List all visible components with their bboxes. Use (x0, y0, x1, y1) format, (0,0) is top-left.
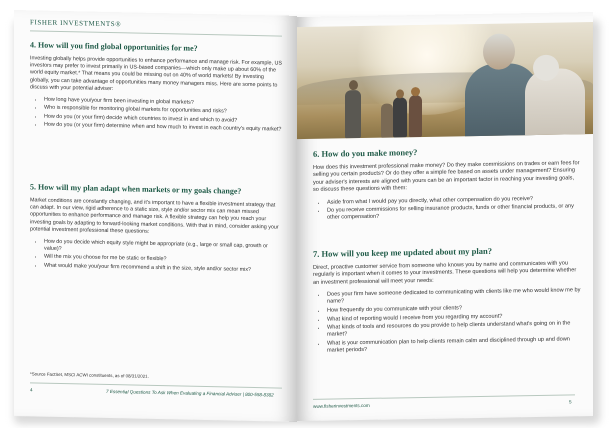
list-item: • What would make you/your firm recommend a shift in the size, style and/or sector mix? (44, 262, 282, 274)
person-figure (345, 90, 361, 138)
footer-rule (313, 394, 575, 400)
page-number-right: 5 (569, 399, 572, 405)
list-item: • Aside from what I would pay you directly, what other compensation do you receive? (327, 195, 581, 207)
section-6-paragraph: How does this investment professional make money? Do they make commissions on trades or earn fees for selling you certain products? Or do they offer a simple fee based on assets under management? Ensuring your adviser's interests are aligned with yours can be an important factor in reaching your investing goals, so discuss these questions with them: (313, 160, 580, 194)
section-6-heading: 6. How do you make money? (313, 147, 418, 159)
section-7-bullet-list (313, 287, 581, 355)
grandmother-figure (525, 68, 585, 139)
list-item: • How frequently do you communicate with your clients? (327, 303, 581, 315)
section-5-heading: 5. How will my plan adapt when markets or my goals change? (30, 182, 242, 196)
section-7-paragraph: Direct, proactive customer service from someone who knows you by name and communicates with you regularly is important when it comes to your investments. These questions will help you determine whether an investment professional will meet your needs: (313, 260, 577, 286)
footnote: *Source FactSet, MSCI ACWI constituents, as of 08/31/2021. (30, 371, 149, 379)
list-item: • Do you receive commissions for selling insurance products, funds or other financial products, or any other compensation? (327, 203, 581, 222)
list-item: • Will the mix you choose for me be static or flexible? (44, 254, 282, 266)
section-5-paragraph: Market conditions are constantly changing, and it's important to have a flexible investment strategy that can adapt. In our view, rigid adherence to a static size, style and/or sector mix can mean missed opportunities to enhance performance and manage risk. A flexible strategy can help you reach your investing goals by adapting to forward-looking market conditions. With that in mind, consider asking your potential investment professional these questions: (30, 197, 279, 235)
section-5 (30, 182, 282, 275)
right-page (297, 12, 593, 421)
list-item: • What is your communication plan to help clients remain calm and disciplined through up and down market periods? (327, 336, 581, 355)
list-item: • How do you (or your firm) determine when and how much to invest in each country's equity market? (44, 122, 282, 134)
section-6 (313, 144, 581, 224)
section-4-bullet-list (30, 96, 282, 133)
list-item: • What kinds of tools and resources do you provide to help clients understand what's going on in the market? (327, 320, 581, 339)
list-item: • Does your firm have someone dedicated to communicating with clients like me who would know me by name? (327, 287, 581, 306)
section-4-heading: 4. How will you find global opportunities for me? (30, 40, 198, 53)
list-item: • How long have you/your firm been investing in global markets? (44, 97, 282, 109)
person-figure (393, 97, 407, 137)
family-photo (297, 22, 593, 139)
header-rule (30, 30, 282, 36)
section-4-paragraph: Investing globally helps provide opportunities to enhance performance and manage risk. For example, US investors may prefer to invest primarily in US-based companies—which only make up about 60% of the world equity market.* That means you could be missing out on 40% of world markets! By investing globally, you can take advantage of opportunities many money managers miss. Here are some points to discuss with your potential adviser: (30, 55, 283, 92)
brand-header: FISHER INVESTMENTS® (30, 18, 122, 29)
child-figure (381, 103, 393, 137)
footer-title: 7 Essential Questions To Ask When Evaluating a Financial Adviser | 800-558-8382 (106, 388, 274, 398)
list-item: • What kind of reporting would I receive from you regarding my account? (327, 312, 581, 324)
website-link[interactable]: www.fisherinvestments.com (313, 402, 370, 409)
section-7 (313, 244, 581, 356)
list-item: • Who is responsible for monitoring global markets for opportunities and risks? (44, 105, 282, 117)
section-7-heading: 7. How will you keep me updated about my plan? (313, 245, 492, 259)
left-page (14, 10, 297, 422)
section-6-bullet-list (313, 195, 581, 223)
person-figure (409, 95, 422, 137)
page-number-left: 4 (30, 387, 33, 393)
section-4 (30, 40, 282, 135)
list-item: • How do you (or your firm) decide which countries to invest in and which to avoid? (44, 113, 282, 125)
list-item: • How do you decide which equity style might be appropriate (e.g., large or small cap, growth or value)? (44, 239, 282, 258)
section-5-bullet-list (30, 238, 282, 274)
footer-rule (30, 382, 282, 388)
